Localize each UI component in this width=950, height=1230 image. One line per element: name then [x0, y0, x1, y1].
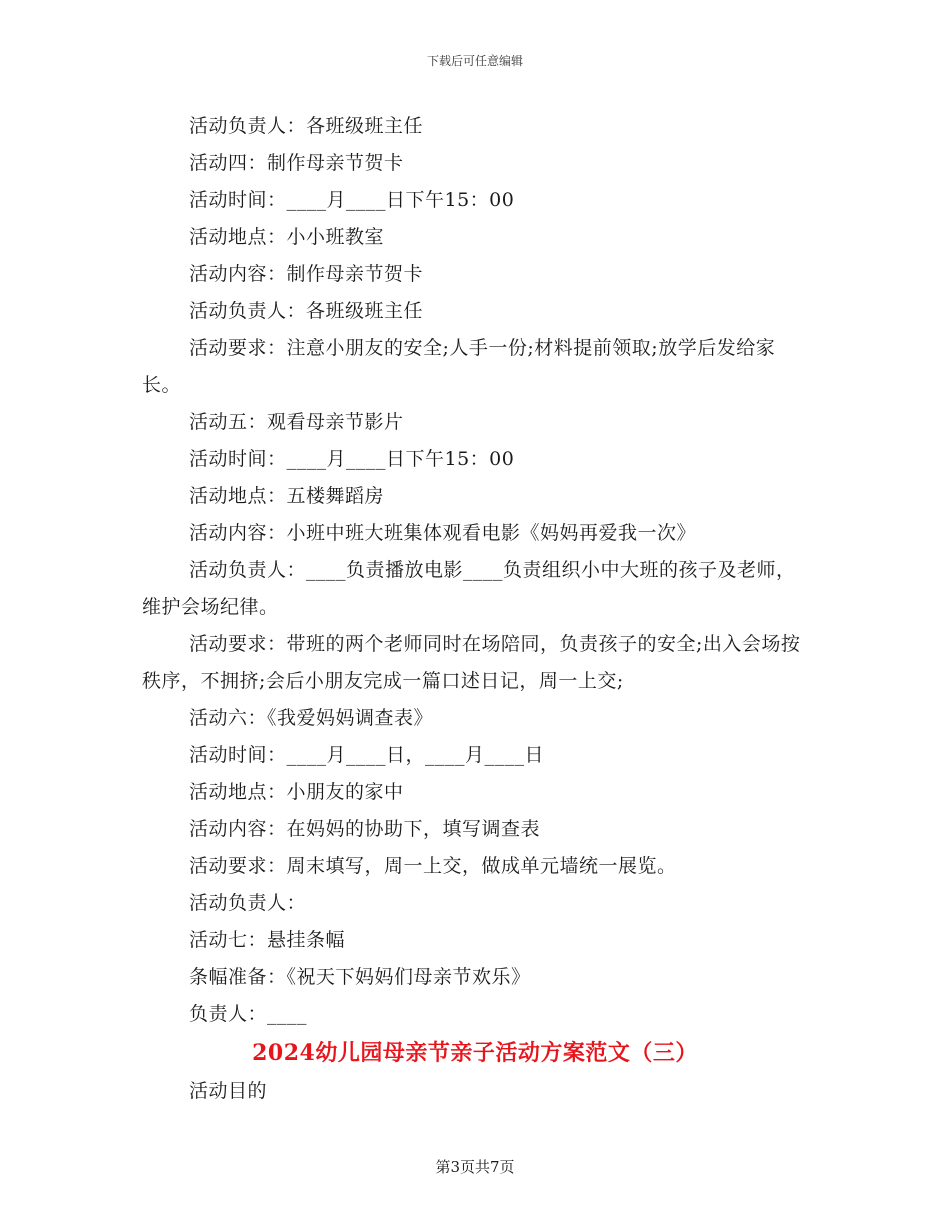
paragraph: 活动时间：____月____日，____月____日 — [189, 744, 545, 766]
paragraph: 活动内容：在妈妈的协助下，填写调查表 — [189, 818, 541, 840]
paragraph: 活动内容：制作母亲节贺卡 — [189, 263, 424, 285]
paragraph: 活动七：悬挂条幅 — [189, 929, 346, 951]
paragraph: 活动地点：五楼舞蹈房 — [189, 485, 385, 507]
document-body — [142, 108, 808, 1110]
paragraph: 活动目的 — [189, 1080, 268, 1102]
paragraph: 活动要求：注意小朋友的安全;人手一份;材料提前领取;放学后发给家长。 — [142, 337, 776, 396]
paragraph: 活动负责人： — [189, 892, 307, 914]
paragraph: 活动要求：带班的两个老师同时在场陪同，负责孩子的安全;出入会场按秩序，不拥挤;会后小朋友完成一篇口述日记，周一上交; — [142, 633, 801, 692]
paragraph: 活动地点：小朋友的家中 — [189, 781, 404, 803]
page-header: 下载后可任意编辑 — [426, 54, 523, 68]
paragraph: 活动地点：小小班教室 — [189, 226, 385, 248]
paragraph: 活动时间：____月____日下午15：00 — [189, 448, 515, 470]
paragraph: 条幅准备：《祝天下妈妈们母亲节欢乐》 — [189, 966, 531, 988]
paragraph: 活动要求：周末填写，周一上交，做成单元墙统一展览。 — [189, 855, 677, 877]
section-title: 2024幼儿园母亲节亲子活动方案范文（三） — [252, 1040, 698, 1066]
paragraph: 活动内容：小班中班大班集体观看电影《妈妈再爱我一次》 — [189, 522, 697, 544]
paragraph: 活动五：观看母亲节影片 — [189, 411, 404, 433]
paragraph: 负责人：____ — [189, 1003, 308, 1025]
paragraph: 活动时间：____月____日下午15：00 — [189, 189, 515, 211]
page-footer: 第3页共7页 — [435, 1158, 515, 1176]
paragraph: 活动六：《我爱妈妈调查表》 — [189, 707, 434, 729]
paragraph: 活动负责人：各班级班主任 — [189, 300, 424, 322]
paragraph: 活动四：制作母亲节贺卡 — [189, 152, 404, 174]
paragraph: 活动负责人：各班级班主任 — [189, 115, 424, 137]
paragraph: 活动负责人：____负责播放电影____负责组织小中大班的孩子及老师，维护会场纪律。 — [142, 559, 796, 618]
